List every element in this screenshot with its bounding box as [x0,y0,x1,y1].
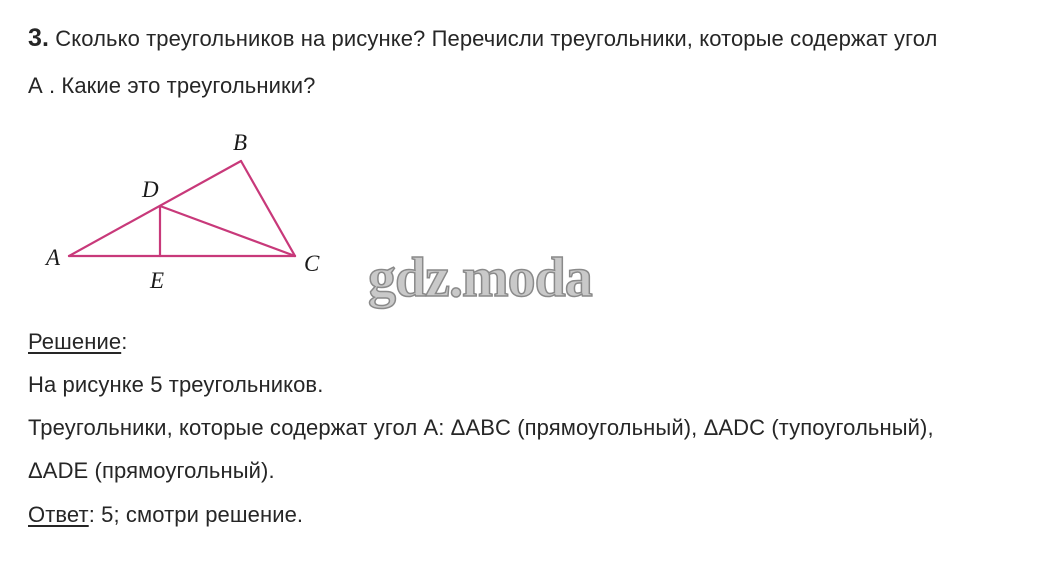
vertex-label-e: E [150,268,165,293]
task-question-line-2: А . Какие это треугольники? [28,73,316,98]
answer-line [28,501,303,529]
segment-dc [160,206,295,256]
vertex-label-d: D [142,177,159,202]
segment-bc [241,161,295,256]
task-question-text: Сколько треугольников на рисунке? Перечисли треугольники, которые содержат угол [55,26,938,51]
watermark-logo: gdz.moda [368,247,592,309]
vertex-label-b: B [233,130,248,155]
task-question-line-1 [28,24,938,53]
solution-heading: Решение [28,329,122,354]
solution-line-1: На рисунке 5 треугольников. [28,372,324,397]
solution-line-2: Треугольники, которые содержат угол А: ΔABC (прямоугольный), ΔADC (тупоугольный), [28,415,934,440]
solution-line-3: ΔADE (прямоугольный). [28,458,275,483]
segment-ab [69,161,241,256]
vertex-label-c: C [304,251,320,276]
answer-text: : 5; смотри решение. [88,502,304,527]
vertex-label-a: A [46,245,61,270]
solution-heading-colon: : [121,329,128,354]
solution-heading-line [28,328,127,356]
answer-label: Ответ [28,502,89,527]
task-number: 3. [28,24,50,52]
